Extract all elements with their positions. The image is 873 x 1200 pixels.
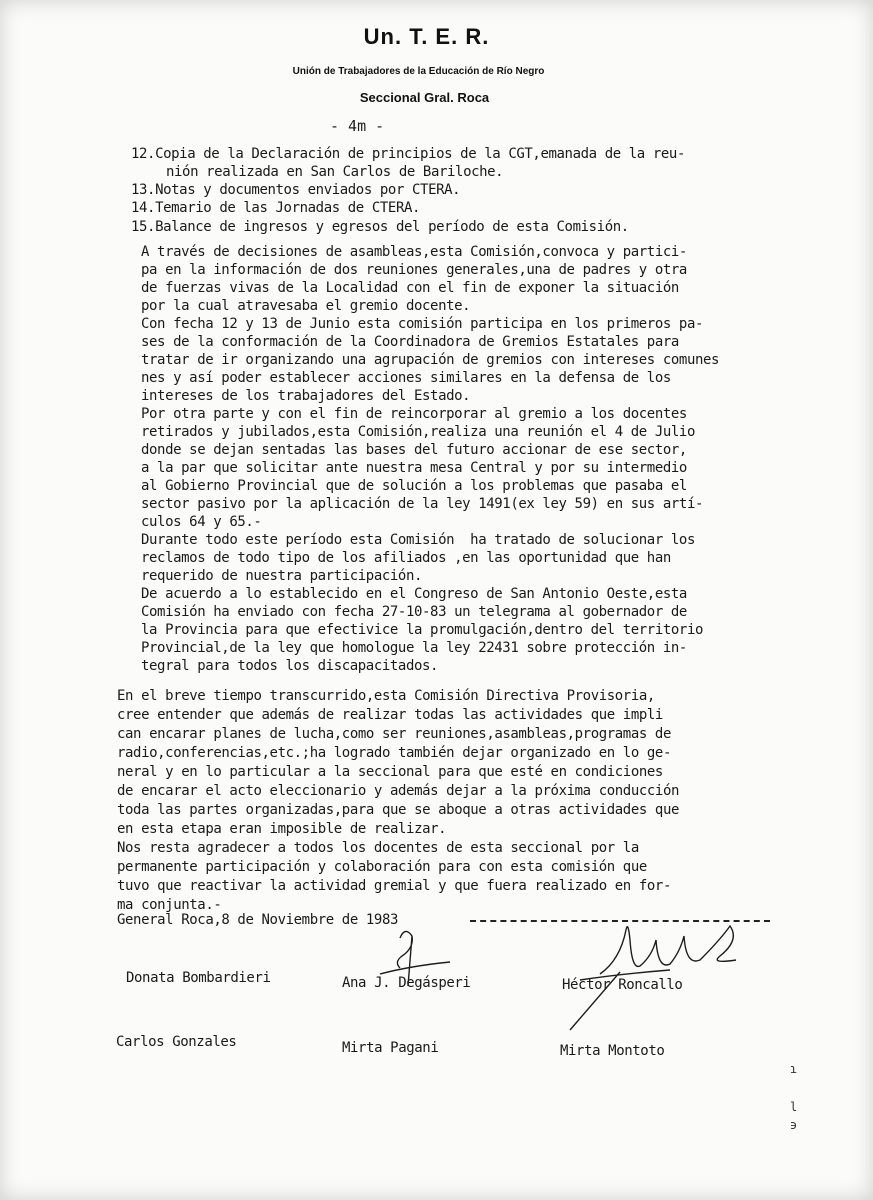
text-line: la Provincia para que efectivice la promulgación,dentro del territorio — [141, 622, 704, 638]
signatory-hector-roncallo: Héctor Roncallo — [562, 977, 683, 993]
text-line: Comisión ha enviado con fecha 27-10-83 un telegrama al gobernador de — [141, 604, 687, 620]
text-line: toda las partes organizadas,para que se aboque a otras actividades que — [117, 802, 680, 818]
text-line: Por otra parte y con el fin de reincorporar al gremio a los docentes — [141, 406, 687, 422]
text-line: 13.Notas y documentos enviados por CTERA. — [131, 182, 461, 198]
text-line: por la cual atravesaba el gremio docente. — [141, 298, 471, 314]
text-line: retirados y jubilados,esta Comisión,realiza una reunión el 4 de Julio — [141, 424, 695, 440]
union-full-name: Unión de Trabajadores de la Educación de Río Negro — [292, 66, 545, 77]
margin-mark: ϶ — [790, 1118, 798, 1132]
text-line: nión realizada en San Carlos de Bariloche. — [166, 164, 504, 180]
text-line: tratar de ir organizando una agrupación de gremios con intereses comunes — [141, 352, 720, 368]
text-line: Durante todo este período esta Comisión ha tratado de solucionar los — [141, 532, 695, 548]
text-line: reclamos de todo tipo de los afiliados ,en las oportunidad que han — [141, 550, 671, 566]
text-line: pa en la información de dos reuniones generales,una de padres y otra — [141, 262, 687, 278]
seccional-name: Seccional Gral. Roca — [359, 90, 490, 105]
text-line: sector pasivo por la aplicación de la ley 1491(ex ley 59) en sus artí- — [141, 496, 704, 512]
text-line: ma conjunta.- — [117, 897, 222, 913]
text-line: neral y en lo particular a la seccional para que esté en condiciones — [117, 764, 663, 780]
signatory-donata-bombardieri: Donata Bombardieri — [126, 970, 271, 986]
text-line: ses de la conformación de la Coordinadora de Gremios Estatales para — [141, 334, 679, 350]
text-line: permanente participación y colaboración para con esta comisión que — [117, 859, 647, 875]
text-line: a la par que solicitar ante nuestra mesa Central y por su intermedio — [141, 460, 687, 476]
margin-mark: l — [790, 1100, 798, 1114]
text-line: Con fecha 12 y 13 de Junio esta comisión participa en los primeros pa- — [141, 316, 704, 332]
signatory-mirta-pagani: Mirta Pagani — [342, 1040, 439, 1056]
union-title: Un. T. E. R. — [363, 24, 490, 49]
text-line: requerido de nuestra participación. — [141, 568, 423, 584]
text-line: al Gobierno Provincial que de solución a los problemas que pasaba el — [141, 478, 687, 494]
page-number: - 4m - — [330, 117, 385, 135]
text-line: Provincial,de la ley que homologue la ley 22431 sobre protección in- — [141, 640, 687, 656]
closing-date: General Roca,8 de Noviembre de 1983 — [117, 912, 399, 928]
text-line: cree entender que además de realizar todas las actividades que impli — [117, 707, 663, 723]
text-line: En el breve tiempo transcurrido,esta Comisión Directiva Provisoria, — [117, 688, 655, 704]
text-line: de encarar el acto eleccionario y además dejar a la próxima conducción — [117, 783, 680, 799]
text-line: tegral para todos los discapacitados. — [141, 658, 439, 674]
text-line: A través de decisiones de asambleas,esta Comisión,convoca y partici- — [141, 244, 687, 260]
signatory-mirta-montoto: Mirta Montoto — [560, 1043, 665, 1059]
text-line: nes y así poder establecer acciones similares en la defensa de los — [141, 370, 671, 386]
signature-hector-roncallo — [560, 900, 760, 1040]
text-line: 12.Copia de la Declaración de principios de la CGT,emanada de la reu- — [131, 146, 685, 162]
text-line: de fuerzas vivas de la Localidad con el fin de exponer la situación — [141, 280, 679, 296]
text-line: can encarar planes de lucha,como ser reuniones,asambleas,programas de — [117, 726, 671, 742]
text-line: De acuerdo a lo establecido en el Congreso de San Antonio Oeste,esta — [141, 586, 687, 602]
signatory-carlos-gonzales: Carlos Gonzales — [116, 1034, 237, 1050]
text-line: Nos resta agradecer a todos los docentes de esta seccional por la — [117, 840, 639, 856]
text-line: radio,conferencias,etc.;ha logrado también dejar organizado en lo ge- — [117, 745, 671, 761]
signatory-ana-degasperi: Ana J. Degásperi — [342, 975, 471, 991]
text-line: tuvo que reactivar la actividad gremial y que fuera realizado en for- — [117, 878, 671, 894]
text-line: 14.Temario de las Jornadas de CTERA. — [131, 200, 421, 216]
text-line: 15.Balance de ingresos y egresos del período de esta Comisión. — [131, 219, 629, 235]
text-line: culos 64 y 65.- — [141, 514, 262, 530]
margin-mark: ɿ — [790, 1062, 798, 1076]
text-line: intereses de los trabajadores del Estado. — [141, 388, 471, 404]
text-line: donde se dejan sentadas las bases del futuro accionar de ese sector, — [141, 442, 687, 458]
text-line: en esta etapa eran imposible de realizar. — [117, 821, 447, 837]
